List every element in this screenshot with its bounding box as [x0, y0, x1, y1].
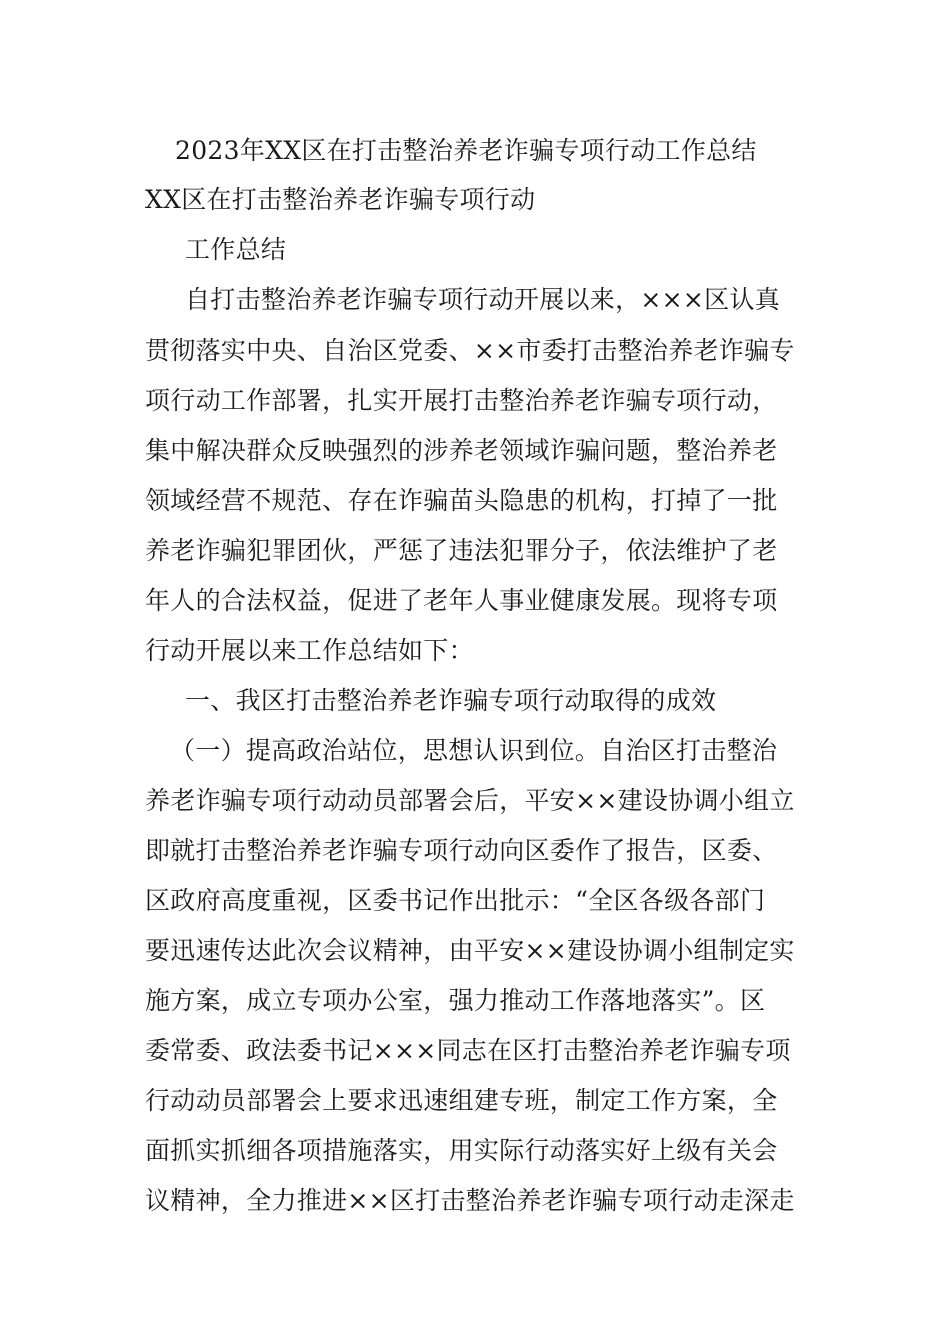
- body-line: 年人的合法权益，促进了老年人事业健康发展。现将专项: [145, 586, 778, 615]
- body-line: 议精神，全力推进××区打击整治养老诈骗专项行动走深走: [145, 1186, 795, 1215]
- body-line: 集中解决群众反映强烈的涉养老领域诈骗问题，整治养老: [145, 436, 778, 465]
- body-line: 自打击整治养老诈骗专项行动开展以来，×××区认真: [185, 285, 781, 314]
- body-line: 区政府高度重视，区委书记作出批示：“全区各级各部门: [145, 886, 766, 915]
- body-line: 领域经营不规范、存在诈骗苗头隐患的机构，打掉了一批: [145, 486, 778, 515]
- body-line: 施方案，成立专项办公室，强力推动工作落地落实”。区: [145, 986, 766, 1015]
- body-line: 养老诈骗专项行动动员部署会后，平安××建设协调小组立: [145, 786, 795, 815]
- document-heading: XX区在打击整治养老诈骗专项行动: [145, 185, 536, 214]
- body-line: 委常委、政法委书记×××同志在区打击整治养老诈骗专项: [145, 1036, 791, 1065]
- body-line: 行动开展以来工作总结如下：: [145, 636, 474, 665]
- body-line: 贯彻落实中央、自治区党委、××市委打击整治养老诈骗专: [145, 336, 795, 365]
- body-line: 行动动员部署会上要求迅速组建专班，制定工作方案，全: [145, 1086, 778, 1115]
- document-subheading: 工作总结: [185, 235, 287, 264]
- body-line: 养老诈骗犯罪团伙，严惩了违法犯罪分子，依法维护了老: [145, 536, 778, 565]
- section-heading: 一、我区打击整治养老诈骗专项行动取得的成效: [185, 686, 717, 715]
- body-line: 要迅速传达此次会议精神，由平安××建设协调小组制定实: [145, 936, 795, 965]
- body-line: 即就打击整治养老诈骗专项行动向区委作了报告，区委、: [145, 836, 778, 865]
- body-line: 面抓实抓细各项措施落实，用实际行动落实好上级有关会: [145, 1136, 778, 1165]
- body-line: 项行动工作部署，扎实开展打击整治养老诈骗专项行动，: [145, 386, 778, 415]
- document-title: 2023年XX区在打击整治养老诈骗专项行动工作总结: [175, 136, 757, 165]
- subsection-heading: （一）提高政治站位，思想认识到位。自治区打击整治: [170, 736, 778, 765]
